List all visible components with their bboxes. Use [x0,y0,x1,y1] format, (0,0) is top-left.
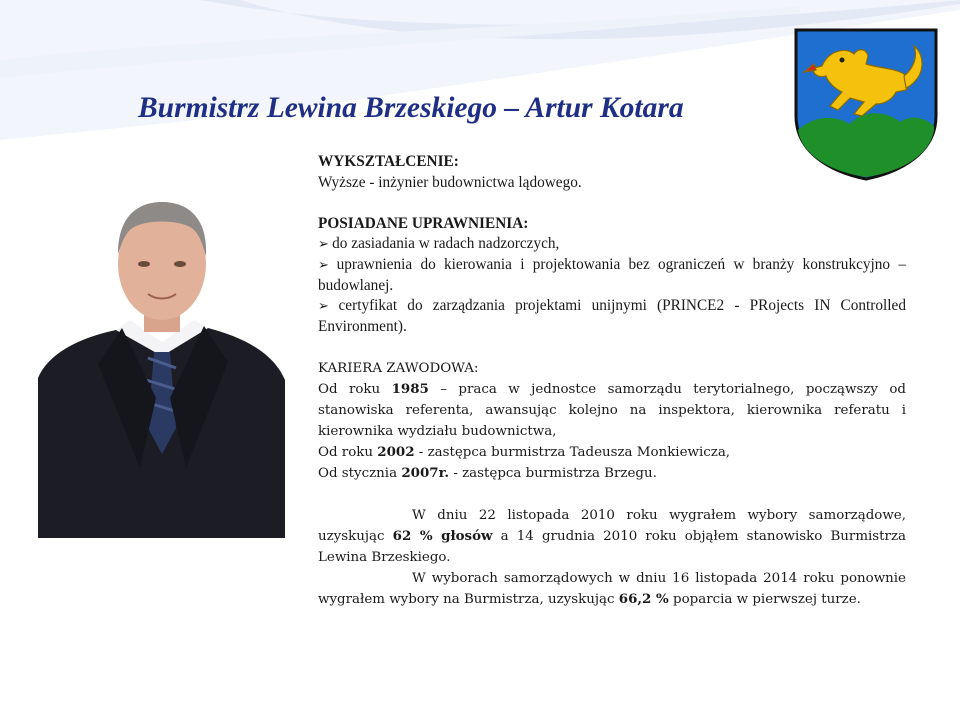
education-heading: WYKSZTAŁCENIE: [318,153,459,170]
career-section [318,358,906,610]
election-2010-paragraph: W dniu 22 listopada 2010 roku wygrałem wybory samorządowe, uzyskując 62 % głosów a 14 grudnia 2010 roku objąłem stanowisko Burmistrza Lewina Brzeskiego. [318,507,906,565]
qualification-item: ➢ certyfikat do zarządzania projektami unijnymi (PRINCE2 - PRojects IN Controlled Environment). [318,296,906,337]
election-2014-paragraph: W wyborach samorządowych w dniu 16 listopada 2014 roku ponownie wygrałem wybory na Burmistrza, uzyskując 66,2 % poparcia w pierwszej turze. [318,570,906,607]
qualification-item: ➢ uprawnienia do kierowania i projektowania bez ograniczeń w branży konstrukcyjno – budowlanej. [318,255,906,296]
career-line: Od roku 2002 - zastępca burmistrza Tadeusza Monkiewicza, [318,443,731,460]
page-title: Burmistrz Lewina Brzeskiego – Artur Kotara [138,92,684,124]
portrait-photo [38,168,285,538]
biography-content [318,152,906,610]
career-line: Od stycznia 2007r. - zastępca burmistrza Brzegu. [318,464,657,481]
qualifications-heading: POSIADANE UPRAWNIENIA: [318,214,529,232]
education-text: Wyższe - inżynier budownictwa lądowego. [318,173,582,191]
career-line: Od roku 1985 – praca w jednostce samorządu terytorialnego, począwszy od stanowiska referenta, awansując kolejno na inspektora, kierownika referatu i kierownika wydziału budownictwa, [318,380,906,439]
career-heading: KARIERA ZAWODOWA: [318,360,479,376]
qualification-item: ➢ do zasiadania w radach nadzorczych, [318,234,906,255]
